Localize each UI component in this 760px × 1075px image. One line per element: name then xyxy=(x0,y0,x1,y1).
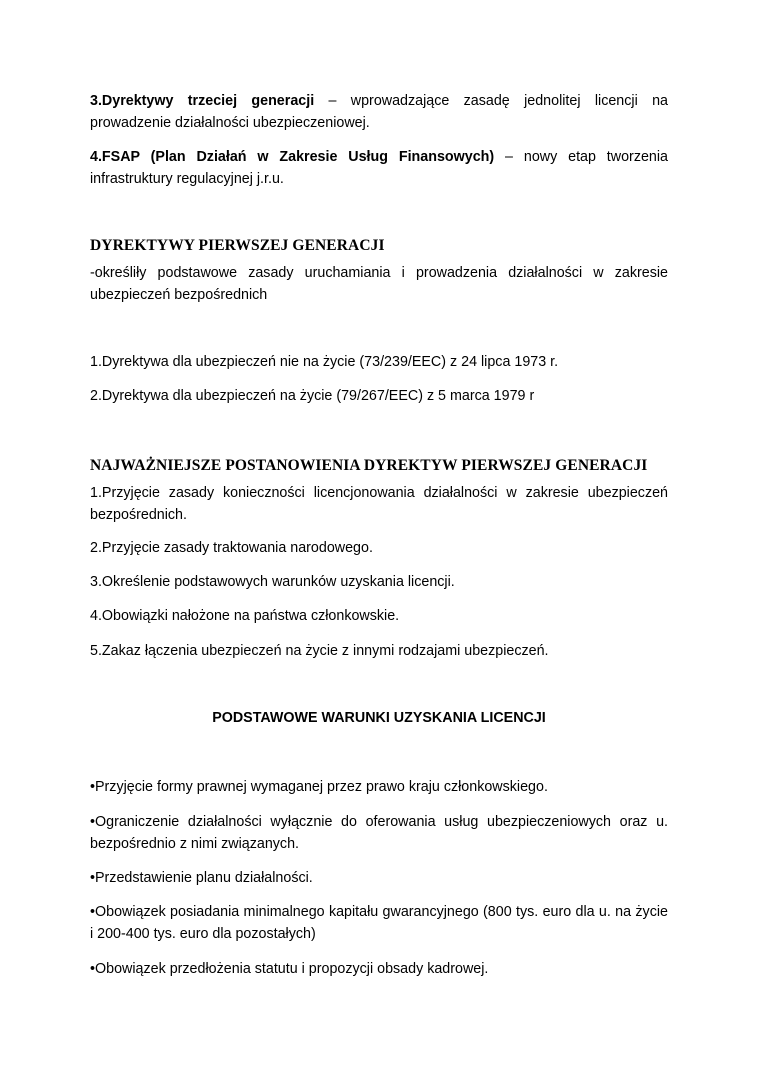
provision-item: 3.Określenie podstawowych warunków uzyskania licencji. xyxy=(90,574,455,590)
intro-item-third-generation xyxy=(90,90,668,134)
section-heading-license-conditions: PODSTAWOWE WARUNKI UZYSKANIA LICENCJI xyxy=(212,710,546,726)
provision-item: 1.Przyjęcie zasady konieczności licencjonowania działalności w zakresie ubezpieczeń bezpośrednich. xyxy=(90,485,668,523)
intro-item-bold: 3.Dyrektywy trzeciej generacji xyxy=(90,93,315,109)
intro-item-bold: 4.FSAP (Plan Działań w Zakresie Usług Finansowych) xyxy=(90,149,495,165)
section-heading-key-provisions: NAJWAŻNIEJSZE POSTANOWIENIA DYREKTYW PIERWSZEJ GENERACJI xyxy=(90,457,648,474)
condition-item: •Obowiązek posiadania minimalnego kapitału gwarancyjnego (800 tys. euro dla u. na życie i 200-400 tys. euro dla pozostałych) xyxy=(90,904,668,942)
condition-item: •Obowiązek przedłożenia statutu i propozycji obsady kadrowej. xyxy=(90,961,489,977)
provision-item: 5.Zakaz łączenia ubezpieczeń na życie z innymi rodzajami ubezpieczeń. xyxy=(90,643,549,659)
section-description: -określiły podstawowe zasady uruchamiania i prowadzenia działalności w zakresie ubezpieczeń bezpośrednich xyxy=(90,265,668,303)
intro-item-text: – wprowadzające zasadę jednolitej licencji na prowadzenie działalności ubezpieczeniowej. xyxy=(90,93,668,131)
condition-item: •Przedstawienie planu działalności. xyxy=(90,870,313,886)
section-heading-first-generation: DYREKTYWY PIERWSZEJ GENERACJI xyxy=(90,237,385,254)
directive-item: 2.Dyrektywa dla ubezpieczeń na życie (79/267/EEC) z 5 marca 1979 r xyxy=(90,388,535,404)
condition-item: •Przyjęcie formy prawnej wymaganej przez prawo kraju członkowskiego. xyxy=(90,779,548,795)
intro-item-fsap xyxy=(90,146,668,190)
directive-item: 1.Dyrektywa dla ubezpieczeń nie na życie (73/239/EEC) z 24 lipca 1973 r. xyxy=(90,354,559,370)
intro-item-text: – nowy etap tworzenia infrastruktury regulacyjnej j.r.u. xyxy=(90,149,668,187)
condition-item: •Ograniczenie działalności wyłącznie do oferowania usług ubezpieczeniowych oraz u. bezpośrednio z nimi związanych. xyxy=(90,814,668,852)
provision-item: 2.Przyjęcie zasady traktowania narodowego. xyxy=(90,540,373,556)
provision-item: 4.Obowiązki nałożone na państwa członkowskie. xyxy=(90,608,400,624)
